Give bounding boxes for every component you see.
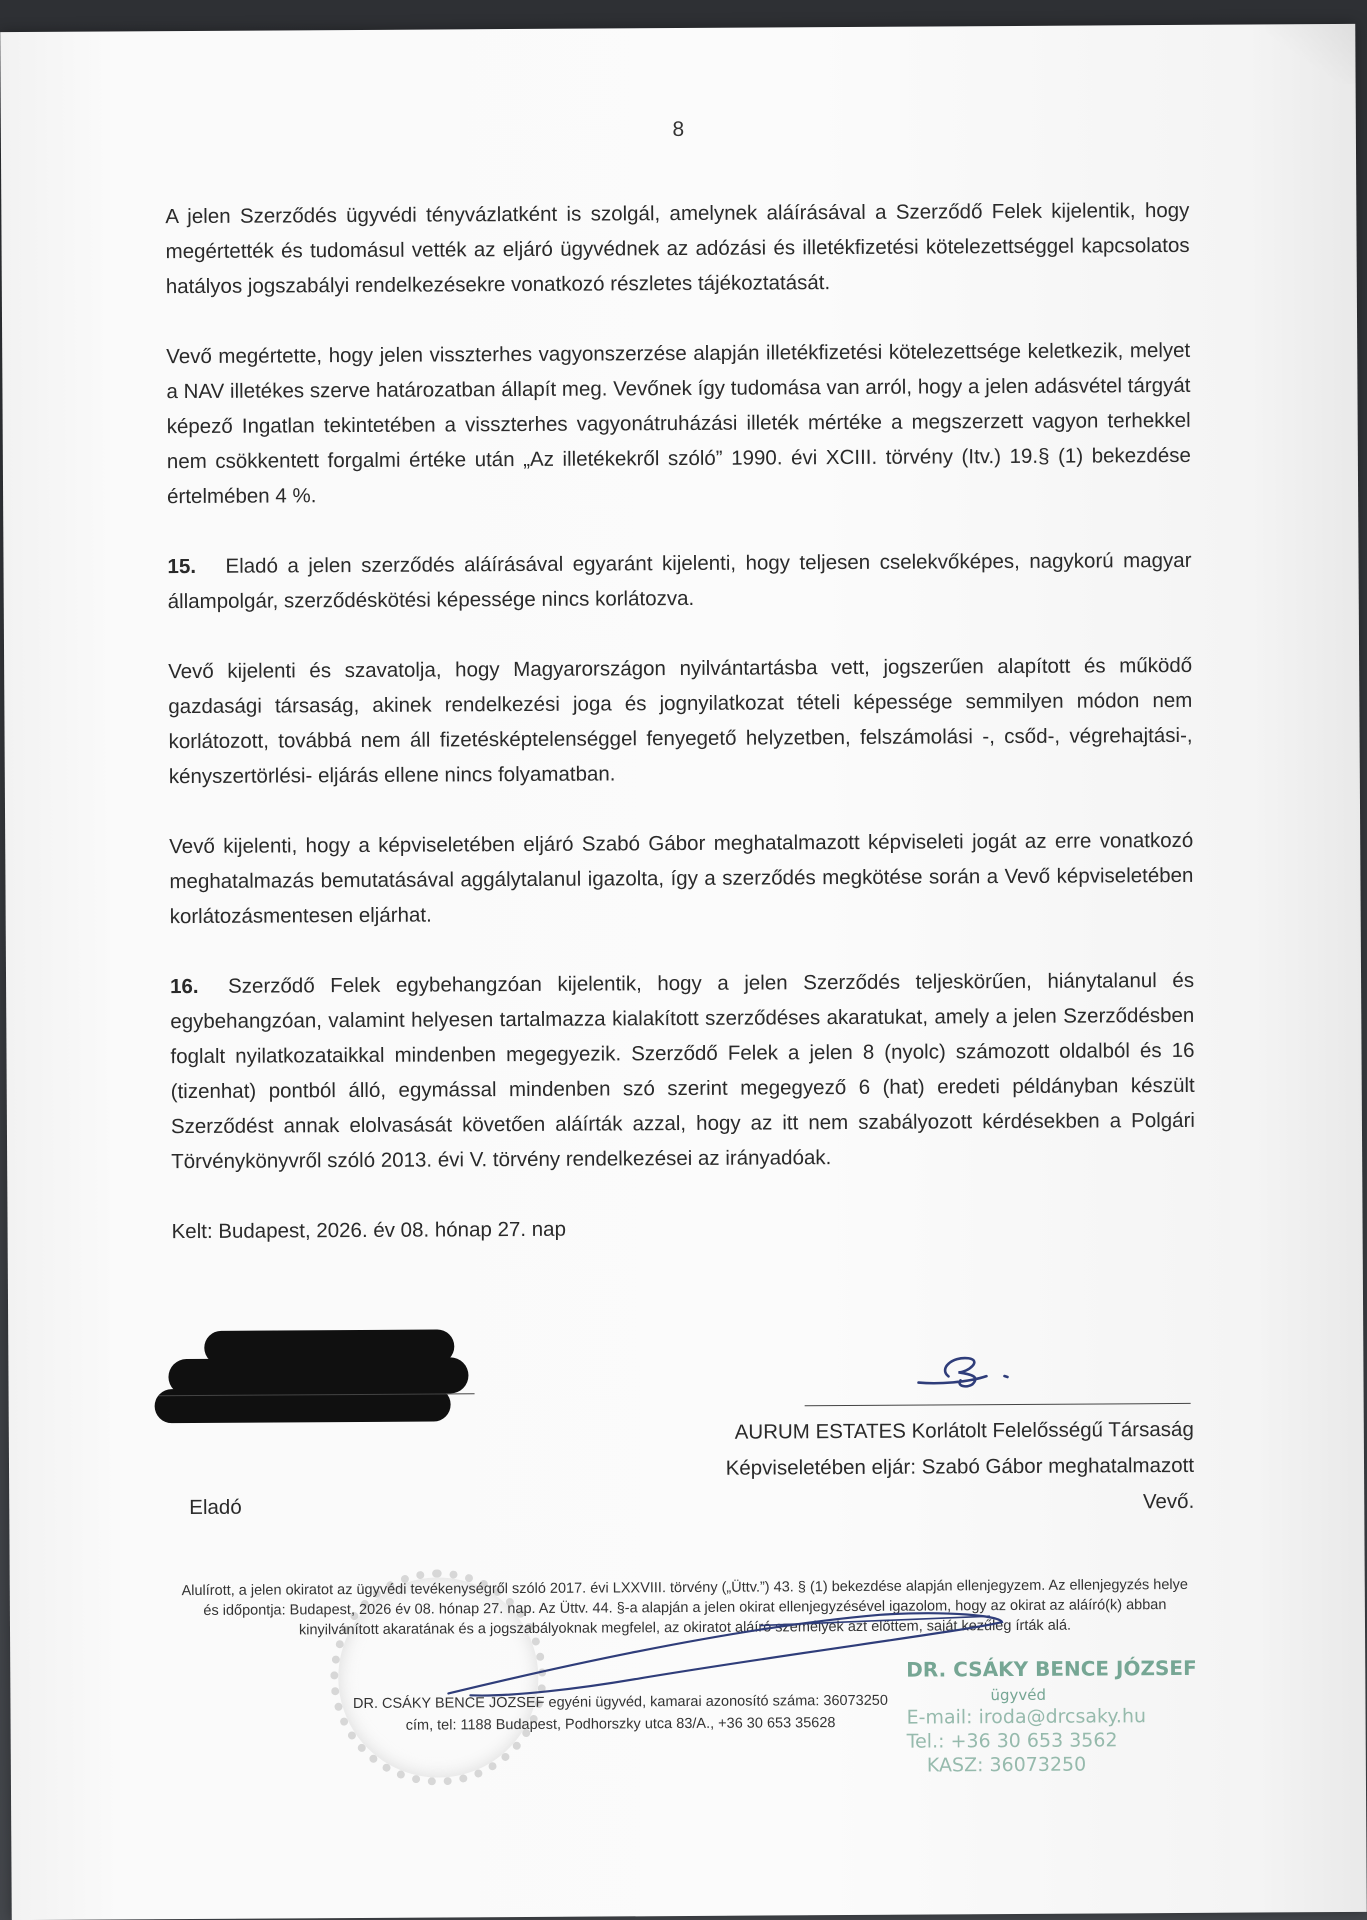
stamp-lawyer-title: ügyvéd (990, 1685, 1047, 1705)
paragraph-text: Szerződő Felek egybehangzóan kijelentik, hogy a jelen Szerződés teljeskörűen, hiánytalanul és egybehangzóan, valamint helyesen tartalmazza kialakított szerződéses akaratukat, amely a jelen Szerződésben foglalt nyilatkozataikkal mindenben megegyezik. Szerződő Felek a jelen 8 (nyolc) számozott oldalból és 16 (tizenhat) pontból álló, egymással mindenben szó szerint megegyező 6 (hat) eredeti példányban készült Szerződést annak elolvasását követően aláírták azzal, hogy az itt nem szabályozott kérdésekben a Polgári Törvénykönyvről szóló 2013. évi V. törvény rendelkezései az irányadóak. (170, 968, 1195, 1174)
contract-body (165, 193, 1196, 1284)
page-corner-fold (1265, 24, 1355, 85)
countersignature-text: Alulírott, a jelen okiratot az ügyvédi tevékenységről szóló 2017. évi LXXVIII. törvény („Üttv.”) 43. § (1) bekezdése alapján ellenjegyzem. Az ellenjegyzés helye és időpontja: Budapest, 2026 év 08. hónap 27. nap. Az Üttv. 44. §-a alapján a jelen okirat ellenjegyzésével igazolom, hogy az okirat az aláíró(k) abban kinyilvánított akaratának és a jogszabályoknak megfelel, az okiratot aláíró személyek azt előttem, saját kezűleg írták alá. (181, 1576, 1189, 1639)
lawyer-identification: DR. CSÁKY BENCE JÓZSEF egyéni ügyvéd, kamarai azonosító száma: 36073250 (352, 1692, 888, 1713)
buyer-signature-icon (908, 1346, 1028, 1397)
seller-label: Eladó (189, 1495, 242, 1520)
stamp-phone: Tel.: +36 30 653 3562 (906, 1729, 1118, 1753)
paragraph-buyer-warranty (168, 648, 1193, 794)
paragraph-text: A jelen Szerződés ügyvédi tényvázlatként is szolgál, amelynek aláírásával a Szerződő Felek kijelentik, hogy megértették és tudomásul vették az eljáró ügyvédnek az adózási és illetékfizetési kötelezettséggel kapcsolatos hatályos jogszabályi rendelkezésekre vonatkozó részletes tájékoztatását. (165, 198, 1190, 299)
lawyer-address: cím, tel: 1188 Budapest, Podhorszky utca 83/A., +36 30 653 35628 (405, 1715, 836, 1734)
paragraph-text: Eladó a jelen szerződés aláírásával egyaránt kijelenti, hogy teljesen cselekvőképes, nagykorú magyar állampolgár, szerződéskötési képessége nincs korlátozva. (167, 548, 1192, 614)
stamp-kasz: KASZ: 36073250 (926, 1753, 1087, 1777)
stamp-lawyer-name: DR. CSÁKY BENCE JÓZSEF (906, 1655, 1197, 1682)
paragraph-text: Vevő kijelenti és szavatolja, hogy Magyarországon nyilvántartásba vett, jogszerűen alapított és működő gazdasági társaság, akinek rendelkezési joga és jognyilatkozat tételi képessége semmilyen módon nem korlátozott, továbbá nem áll fizetésképtelenséggel fenyegető helyzetben, felszámolási -, csőd-, végrehajtási-, kényszertörlési- eljárás ellene nincs folyamatban. (168, 653, 1193, 789)
stamp-email: E-mail: iroda@drcsaky.hu (906, 1705, 1147, 1729)
buyer-signature-line (805, 1403, 1191, 1406)
buyer-representative: Képviseletében eljár: Szabó Gábor meghatalmazott (725, 1453, 1195, 1480)
paragraph-15 (167, 543, 1191, 619)
buyer-company-name: AURUM ESTATES Korlátolt Felelősségű Társaság (734, 1417, 1194, 1444)
paragraph-16 (170, 963, 1195, 1179)
paragraph-text: Vevő megértette, hogy jelen visszterhes vagyonszerzése alapján illetékfizetési kötelezettsége keletkezik, melyet a NAV illetékes szerve határozatban állapít meg. Vevőnek így tudomása van arról, hogy a jelen adásvétel tárgyát képező Ingatlan tekintetében a visszterhes vagyonátruházási illeték mértéke a megszerzett vagyon terhekkel nem csökkentett forgalmi értéke után „Az illetékekről szóló” 1990. évi XCIII. törvény (Itv.) 19.§ (1) bekezdése értelmében 4 %. (166, 338, 1191, 509)
paragraph-representation (169, 823, 1194, 934)
paragraph-number: 15. (167, 554, 197, 579)
page-number: 8 (672, 117, 685, 142)
buyer-label: Vevő. (1142, 1489, 1195, 1514)
dated-line: Kelt: Budapest, 2026. év 08. hónap 27. nap (171, 1217, 567, 1244)
paragraph-attorney-note (165, 193, 1190, 304)
paragraph-text: Vevő kijelenti, hogy a képviseletében eljáró Szabó Gábor meghatalmazott képviseleti jogát az erre vonatkozó meghatalmazás bemutatásával aggálytalanul igazolta, így a szerződés megkötése során a Vevő képviseletében korlátozásmentesen eljárhat. (169, 828, 1194, 929)
paragraph-number: 16. (170, 974, 199, 999)
paragraph-duty-notice (166, 333, 1191, 514)
contract-page (0, 24, 1367, 1920)
